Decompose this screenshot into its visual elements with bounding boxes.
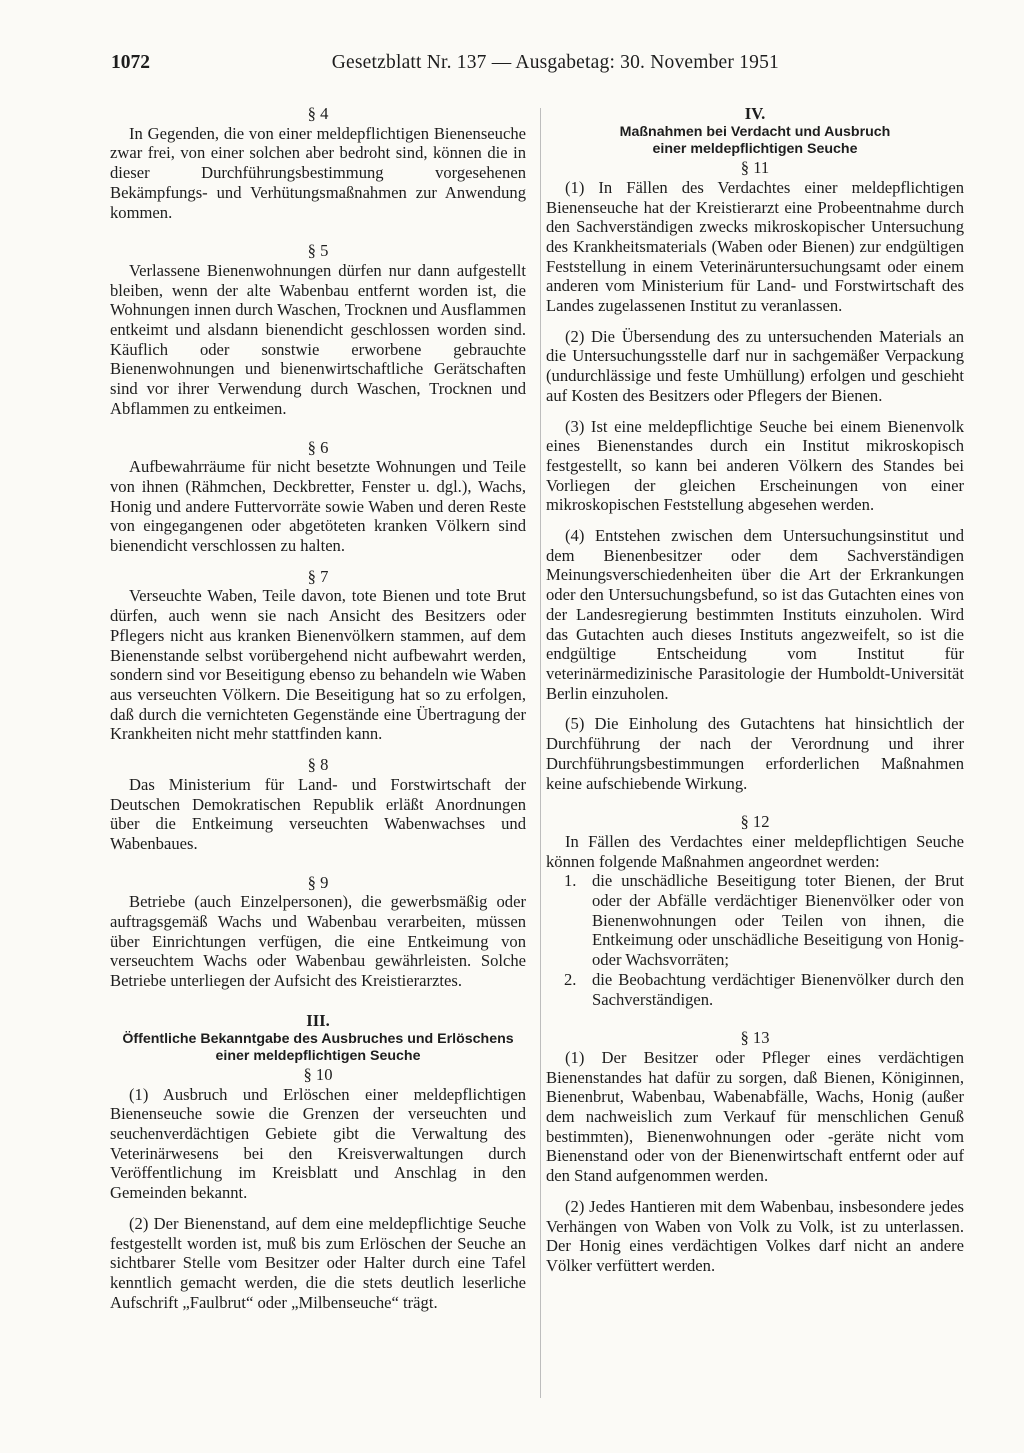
- chapter-title-line: Öffentliche Bekanntgabe des Ausbruches und Erlöschens: [122, 1030, 514, 1047]
- paragraph: (1) Der Besitzer oder Pfleger eines verdächtigen Bienenstandes hat dafür zu sorgen, daß Bienen, Königinnen, Bienenbrut, Wabenbau, Wabenabfälle, Wachs, Honig (außer dem nachweislich zum Verkauf für menschlichen Genuß bestimmten), Bienenwohnungen oder -geräte nicht vom Bienenstand oder von der Bienenwirtschaft entfernt oder auf den Stand aufgenommen werden.: [546, 1047, 964, 1186]
- paragraph: (2) Die Übersendung des zu untersuchenden Materials an die Untersuchungsstelle darf nur in sachgemäßer Verpackung (undurchlässige und feste Umhüllung) erfolgen und geschieht auf Kosten des Besitzers oder Pflegers der Bienen.: [546, 326, 964, 405]
- section-heading: § 6: [307, 437, 329, 457]
- list-item: [546, 871, 964, 970]
- chapter-number: IV.: [744, 104, 766, 123]
- paragraph: Verlassene Bienenwohnungen dürfen nur dann aufgestellt bleiben, wenn der alte Wabenbau entfernt worden ist, die Wohnungen innen durch Waschen, Trocknen und Ausflammen entkeimt und alsdann bienendicht geschlossen worden sind. Käuflich oder sonstwie erworbene gebrauchte Bienenwohnungen und bienenwirtschaftliche Gerätschaften sind vor ihrer Verwendung durch Waschen, Trocknen und Abflammen zu entkeimen.: [110, 260, 526, 418]
- page-number: 1072: [111, 52, 150, 73]
- measures-list: [546, 871, 964, 1009]
- chapter-title-line: Maßnahmen bei Verdacht und Ausbruch: [619, 123, 891, 140]
- paragraph: Betriebe (auch Einzelpersonen), die gewerbsmäßig oder auftragsgemäß Wachs und Wabenbau verarbeiten, müssen über Einrichtungen verfügen, die eine Entkeimung von verseuchtem Wachs oder Wabenbau gewährleisten. Solche Betriebe unterliegen der Aufsicht des Kreistierarztes.: [110, 892, 526, 991]
- paragraph: (5) Die Einholung des Gutachtens hat hinsichtlich der Durchführung der nach der Verordnung und ihrer Durchführungsbestimmungen erforderlichen Maßnahmen keine aufschiebende Wirkung.: [546, 714, 964, 793]
- paragraph: Verseuchte Waben, Teile davon, tote Bienen und tote Brut dürfen, auch wenn sie nach Ansicht des Besitzers oder Pflegers nicht aus kranken Bienenvölkern stammen, auf dem Bienenstande selbst vorübergehend nicht aufbewahrt werden, sondern sind vor Beseitigung ebenso zu behandeln wie Waben aus verseuchten Völkern. Die Beseitigung hat so zu erfolgen, daß durch die vernichteten Gegenstände eine Übertragung der Krankheiten nicht mehr stattfinden kann.: [110, 586, 526, 744]
- paragraph: In Fällen des Verdachtes einer meldepflichtigen Seuche können folgende Maßnahmen angeordnet werden:: [546, 831, 964, 871]
- section-heading: § 9: [307, 872, 329, 892]
- list-item-text: die Beobachtung verdächtiger Bienenvölker durch den Sachverständigen.: [592, 969, 964, 1009]
- section-heading: § 10: [303, 1064, 333, 1084]
- paragraph: (4) Entstehen zwischen dem Untersuchungsinstitut und dem Bienenbesitzer oder dem Sachverständigen Meinungsverschiedenheiten über die Art der Erkrankungen oder den Untersuchungsbefund, so ist das Gutachten eines von der Landesregierung bestimmten Instituts einzuholen. Wird das Gutachten auch dieses Instituts angezweifelt, so ist die endgültige Entscheidung vom Institut für veterinärmedizinische Parasitologie der Humboldt-Universität Berlin einzuholen.: [546, 526, 964, 703]
- list-item-number: 2.: [564, 969, 577, 989]
- section-heading: § 4: [307, 104, 329, 123]
- chapter-title-line: einer meldepflichtigen Seuche: [652, 140, 858, 157]
- chapter-title-line: einer meldepflichtigen Seuche: [215, 1047, 421, 1064]
- section-heading: § 5: [307, 241, 329, 261]
- section-heading: § 8: [307, 755, 329, 775]
- header-title: Gesetzblatt Nr. 137 — Ausgabetag: 30. November 1951: [331, 52, 779, 73]
- left-column: [110, 104, 526, 1312]
- chapter-number: III.: [306, 1010, 330, 1030]
- list-item-number: 1.: [564, 871, 577, 891]
- paragraph: In Gegenden, die von einer meldepflichtigen Bienenseuche zwar frei, von einer solchen aber bedroht sind, können die in dieser Durchführungsbestimmung vorgesehenen Bekämpfungs- und Verhütungsmaßnahmen zur Anwendung kommen.: [110, 123, 526, 222]
- section-heading: § 11: [740, 158, 770, 178]
- paragraph: (1) Ausbruch und Erlöschen einer meldepflichtigen Bienenseuche sowie die Grenzen der verseuchten und seuchenverdächtigen Gebiete gibt die Verwaltung des Veterinärwesens bei den Kreisverwaltungen durch Veröffentlichung im Kreisblatt und Anschlag in den Gemeinden bekannt.: [110, 1084, 526, 1203]
- section-heading: § 7: [307, 566, 329, 586]
- column-divider: [540, 108, 541, 1398]
- page-header: [111, 52, 779, 78]
- paragraph: Das Ministerium für Land- und Forstwirtschaft der Deutschen Demokratischen Republik erläßt Anordnungen über die Entkeimung verseuchten Wabenwachses und Wabenbaues.: [110, 774, 526, 853]
- paragraph: (3) Ist eine meldepflichtige Seuche bei einem Bienenvolk eines Bienenstandes durch ein Institut mikroskopisch festgestellt, so kann bei anderen Völkern des Standes bei Vorliegen der gleichen Erscheinungen von einer mikroskopischen Feststellung abgesehen werden.: [546, 416, 964, 515]
- section-heading: § 12: [740, 812, 770, 832]
- paragraph: (1) In Fällen des Verdachtes einer meldepflichtigen Bienenseuche hat der Kreistierarzt eine Probeentnahme durch den Sachverständigen zwecks mikroskopischer Untersuchung des Krankheitsmaterials (Waben oder Bienen) zur endgültigen Feststellung in einem Veterinäruntersuchungsamt oder einem anderen vom Ministerium für Land- und Forstwirtschaft des Landes zugelassenen Institut zu veranlassen.: [546, 177, 964, 316]
- right-column: [546, 104, 964, 1276]
- paragraph: Aufbewahrräume für nicht besetzte Wohnungen und Teile von ihnen (Rähmchen, Deckbretter, Fenster u. dgl.), Wachs, Honig und andere Futtervorräte sowie Waben und deren Reste von eingegangenen oder abgetöteten kranken Völkern sind bienendicht verschlossen zu halten.: [110, 457, 526, 556]
- list-item-text: die unschädliche Beseitigung toter Bienen, der Brut oder der Abfälle verdächtiger Bienenvölker oder von Bienenwohnungen oder Teilen von ihnen, die Entkeimung oder unschädliche Beseitigung von Honig- oder Wachsvorräten;: [592, 871, 964, 970]
- list-item: [546, 970, 964, 1009]
- section-heading: § 13: [740, 1028, 770, 1048]
- paragraph: (2) Der Bienenstand, auf dem eine meldepflichtige Seuche festgestellt worden ist, muß bis zum Erlöschen der Seuche an sichtbarer Stelle vom Besitzer oder Halter durch eine Tafel kenntlich gemacht werden, die die stets deutlich leserliche Aufschrift „Faulbrut“ oder „Milbenseuche“ trägt.: [110, 1213, 526, 1312]
- paragraph: (2) Jedes Hantieren mit dem Wabenbau, insbesondere jedes Verhängen von Waben von Volk zu Volk, ist zu unterlassen. Der Honig eines verdächtigen Volkes darf nicht an andere Völker verfüttert werden.: [546, 1196, 964, 1275]
